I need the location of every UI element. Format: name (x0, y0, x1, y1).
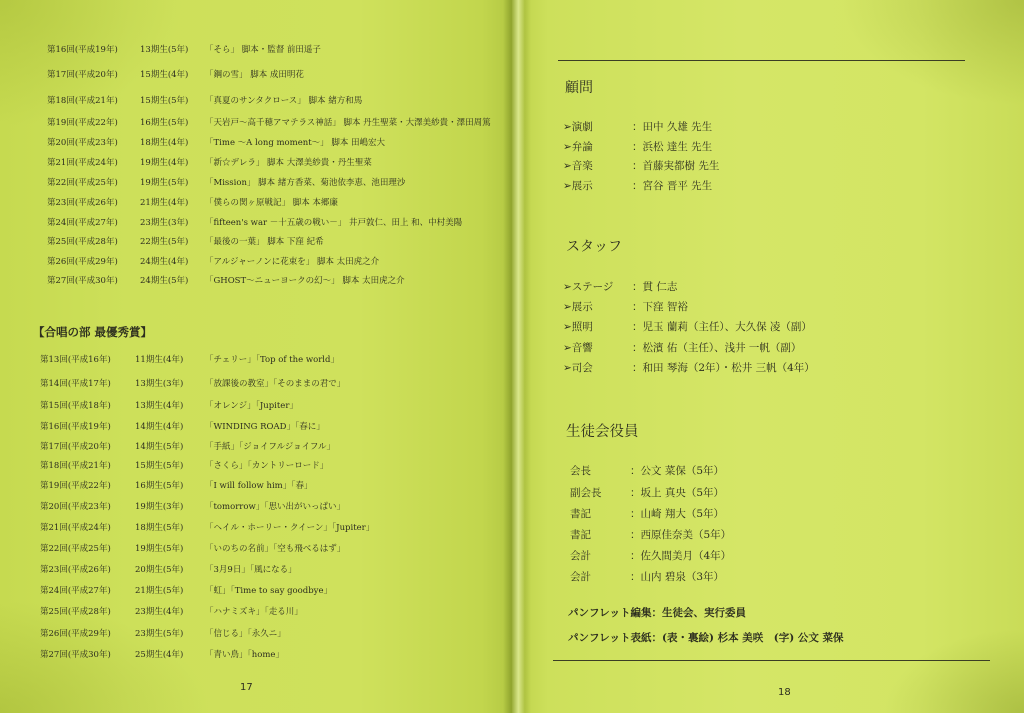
chorus-award-songs: 「手紙」「ジョイフルジョイフル」 (205, 442, 336, 452)
chorus-award-cohort: 15期生(5年) (135, 461, 184, 471)
bottom-rule (553, 660, 990, 661)
drama-award-cohort: 15期生(4年) (140, 70, 189, 80)
council-officer-label: 会計 (570, 571, 591, 583)
council-officer-value: ：山内 碧泉（3年） (630, 571, 725, 583)
advisor-label: ➢音楽 (563, 160, 593, 172)
council-officer-value: ：公文 菜保（5年） (630, 465, 725, 477)
drama-award-cohort: 21期生(4年) (140, 198, 189, 208)
chorus-award-edition: 第16回(平成19年) (40, 422, 111, 432)
chorus-award-edition: 第25回(平成28年) (40, 607, 111, 617)
drama-award-edition: 第24回(平成27年) (47, 218, 118, 228)
staff-label: ➢ステージ (563, 281, 614, 293)
advisor-label: ➢弁論 (563, 141, 593, 153)
drama-award-work: 「僕らの関ヶ原戦記」 脚本 本郷廉 (205, 198, 338, 208)
chorus-award-edition: 第20回(平成23年) (40, 502, 111, 512)
page-number: 18 (778, 687, 791, 698)
chorus-award-edition: 第15回(平成18年) (40, 401, 111, 411)
drama-award-work: 「Mission」 脚本 緒方香菜、菊池依李恵、池田理沙 (205, 178, 406, 188)
staff-value: ：下窪 智裕 (632, 301, 688, 313)
drama-award-edition: 第17回(平成20年) (47, 70, 118, 80)
drama-award-work: 「新☆デレラ」 脚本 大澤美紗貴・丹生聖菜 (205, 158, 372, 168)
chorus-award-cohort: 11期生(4年) (135, 355, 184, 365)
chorus-award-songs: 「さくら」「カントリーロード」 (205, 461, 329, 471)
drama-award-cohort: 16期生(5年) (140, 118, 189, 128)
council-officer-label: 書記 (570, 508, 591, 520)
chorus-award-cohort: 14期生(5年) (135, 442, 184, 452)
chorus-award-cohort: 20期生(5年) (135, 565, 184, 575)
chorus-award-edition: 第19回(平成22年) (40, 481, 111, 491)
council-officer-value: ：佐久間美月（4年） (630, 550, 732, 562)
drama-award-edition: 第23回(平成26年) (47, 198, 118, 208)
council-officer-label: 書記 (570, 529, 591, 541)
drama-award-cohort: 23期生(3年) (140, 218, 189, 228)
chorus-award-songs: 「放課後の教室」「そのままの君で」 (205, 379, 346, 389)
chorus-award-cohort: 14期生(4年) (135, 422, 184, 432)
chorus-award-songs: 「3月9日」「風になる」 (205, 565, 297, 575)
page-18 (512, 0, 1024, 713)
advisor-value: ：浜松 達生 先生 (632, 141, 713, 153)
chorus-award-cohort: 21期生(5年) (135, 586, 184, 596)
advisor-label: ➢演劇 (563, 121, 593, 133)
pamphlet-credit-label: パンフレット編集 (568, 607, 652, 619)
chorus-award-edition: 第14回(平成17年) (40, 379, 111, 389)
chorus-award-songs: 「いのちの名前」「空も飛べるはず」 (205, 544, 346, 554)
drama-award-work: 「最後の一葉」 脚本 下窪 紀希 (205, 237, 324, 247)
chorus-award-edition: 第17回(平成20年) (40, 442, 111, 452)
staff-value: ：松濱 佑（主任）、浅井 一帆（副） (632, 342, 802, 354)
council-officer-value: ：山崎 翔大（5年） (630, 508, 725, 520)
drama-award-cohort: 19期生(5年) (140, 178, 189, 188)
council-officer-label: 副会長 (570, 487, 602, 499)
drama-award-cohort: 22期生(5年) (140, 237, 189, 247)
staff-value: ：和田 琴海（2年）・松井 三帆（4年） (632, 362, 815, 374)
chorus-award-cohort: 19期生(5年) (135, 544, 184, 554)
chorus-award-edition: 第26回(平成29年) (40, 629, 111, 639)
drama-award-edition: 第20回(平成23年) (47, 138, 118, 148)
chorus-award-edition: 第24回(平成27年) (40, 586, 111, 596)
drama-award-edition: 第25回(平成28年) (47, 237, 118, 247)
chorus-award-cohort: 18期生(5年) (135, 523, 184, 533)
chorus-award-edition: 第21回(平成24年) (40, 523, 111, 533)
chorus-award-songs: 「WINDING ROAD」「春に」 (205, 422, 325, 432)
drama-award-work: 「GHOST～ニューヨークの幻～」 脚本 太田虎之介 (205, 276, 405, 286)
drama-award-edition: 第18回(平成21年) (47, 96, 118, 106)
advisor-value: ：首藤実都樹 先生 (632, 160, 720, 172)
chorus-award-cohort: 23期生(4年) (135, 607, 184, 617)
chorus-award-edition: 第22回(平成25年) (40, 544, 111, 554)
council-officer-label: 会長 (570, 465, 591, 477)
chorus-section-heading: 【合唱の部 最優秀賞】 (33, 325, 153, 339)
staff-value: ：児玉 蘭莉（主任）、大久保 凌（副） (632, 321, 812, 333)
chorus-award-cohort: 23期生(5年) (135, 629, 184, 639)
chorus-award-songs: 「オレンジ」「Jupiter」 (205, 401, 298, 411)
drama-award-work: 「アルジャーノンに花束を」 脚本 太田虎之介 (205, 257, 380, 267)
chorus-award-edition: 第18回(平成21年) (40, 461, 111, 471)
drama-award-edition: 第27回(平成30年) (47, 276, 118, 286)
drama-award-work: 「鋼の雪」 脚本 成田明花 (205, 70, 304, 80)
chorus-award-cohort: 19期生(3年) (135, 502, 184, 512)
council-officer-label: 会計 (570, 550, 591, 562)
drama-award-work: 「fifteen's war －十五歳の戦い－」 井戸敦仁、田上 和、中村美陽 (205, 218, 463, 228)
pamphlet-credit-value: ：生徒会、実行委員 (651, 607, 746, 619)
chorus-award-edition: 第13回(平成16年) (40, 355, 111, 365)
drama-award-cohort: 13期生(5年) (140, 45, 189, 55)
spine-shadow (503, 0, 531, 713)
chorus-award-cohort: 16期生(5年) (135, 481, 184, 491)
pamphlet-credit-row (568, 606, 746, 620)
pamphlet-credit-label: パンフレット表紙 (568, 632, 652, 644)
drama-award-edition: 第21回(平成24年) (47, 158, 118, 168)
drama-award-work: 「Time ～A long moment～」 脚本 田嶋宏大 (205, 138, 386, 148)
chorus-award-cohort: 13期生(4年) (135, 401, 184, 411)
chorus-award-edition: 第27回(平成30年) (40, 650, 111, 660)
student-council-heading: 生徒会役員 (566, 424, 639, 440)
chorus-award-songs: 「信じる」「永久ニ」 (205, 629, 286, 639)
advisors-heading: 顧問 (565, 80, 593, 96)
pamphlet-credit-value: ：(表・裏絵) 杉本 美咲 (字) 公文 菜保 (651, 632, 844, 644)
drama-award-work: 「真夏のサンタクロース」 脚本 緒方和馬 (205, 96, 363, 106)
chorus-award-songs: 「チェリー」「Top of the world」 (205, 355, 339, 365)
staff-label: ➢照明 (563, 321, 593, 333)
chorus-award-cohort: 25期生(4年) (135, 650, 184, 660)
advisor-label: ➢展示 (563, 180, 593, 192)
chorus-award-edition: 第23回(平成26年) (40, 565, 111, 575)
chorus-award-songs: 「虹」「Time to say goodbye」 (205, 586, 332, 596)
drama-award-cohort: 15期生(5年) (140, 96, 189, 106)
drama-award-edition: 第16回(平成19年) (47, 45, 118, 55)
staff-value: ：貫 仁志 (632, 281, 678, 293)
staff-label: ➢展示 (563, 301, 593, 313)
drama-award-cohort: 24期生(4年) (140, 257, 189, 267)
staff-label: ➢音響 (563, 342, 593, 354)
chorus-award-songs: 「I will follow him」「春」 (205, 481, 313, 491)
chorus-award-songs: 「ハナミズキ」「走る川」 (205, 607, 303, 617)
drama-award-edition: 第26回(平成29年) (47, 257, 118, 267)
drama-award-cohort: 19期生(4年) (140, 158, 189, 168)
drama-award-edition: 第22回(平成25年) (47, 178, 118, 188)
chorus-award-cohort: 13期生(3年) (135, 379, 184, 389)
chorus-award-songs: 「青い鳥」「home」 (205, 650, 284, 660)
drama-award-edition: 第19回(平成22年) (47, 118, 118, 128)
staff-label: ➢司会 (563, 362, 593, 374)
top-rule (558, 60, 965, 61)
drama-award-work: 「そら」 脚本・監督 前田遥子 (205, 45, 321, 55)
advisor-value: ：田中 久雄 先生 (632, 121, 713, 133)
chorus-award-songs: 「ヘイル・ホーリー・クイーン」「Jupiter」 (205, 523, 375, 533)
page-number: 17 (240, 682, 253, 693)
drama-award-work: 「天岩戸～高千穂アマテラス神話」 脚本 丹生聖菜・大澤美紗貴・澤田周篤 (205, 118, 491, 128)
council-officer-value: ：西原佳奈美（5年） (630, 529, 732, 541)
staff-heading: スタッフ (566, 239, 622, 255)
chorus-award-songs: 「tomorrow」「思い出がいっぱい」 (205, 502, 345, 512)
council-officer-value: ：坂上 真央（5年） (630, 487, 725, 499)
drama-award-cohort: 24期生(5年) (140, 276, 189, 286)
pamphlet-credit-row (568, 631, 843, 645)
advisor-value: ：宮谷 晋平 先生 (632, 180, 713, 192)
drama-award-cohort: 18期生(4年) (140, 138, 189, 148)
